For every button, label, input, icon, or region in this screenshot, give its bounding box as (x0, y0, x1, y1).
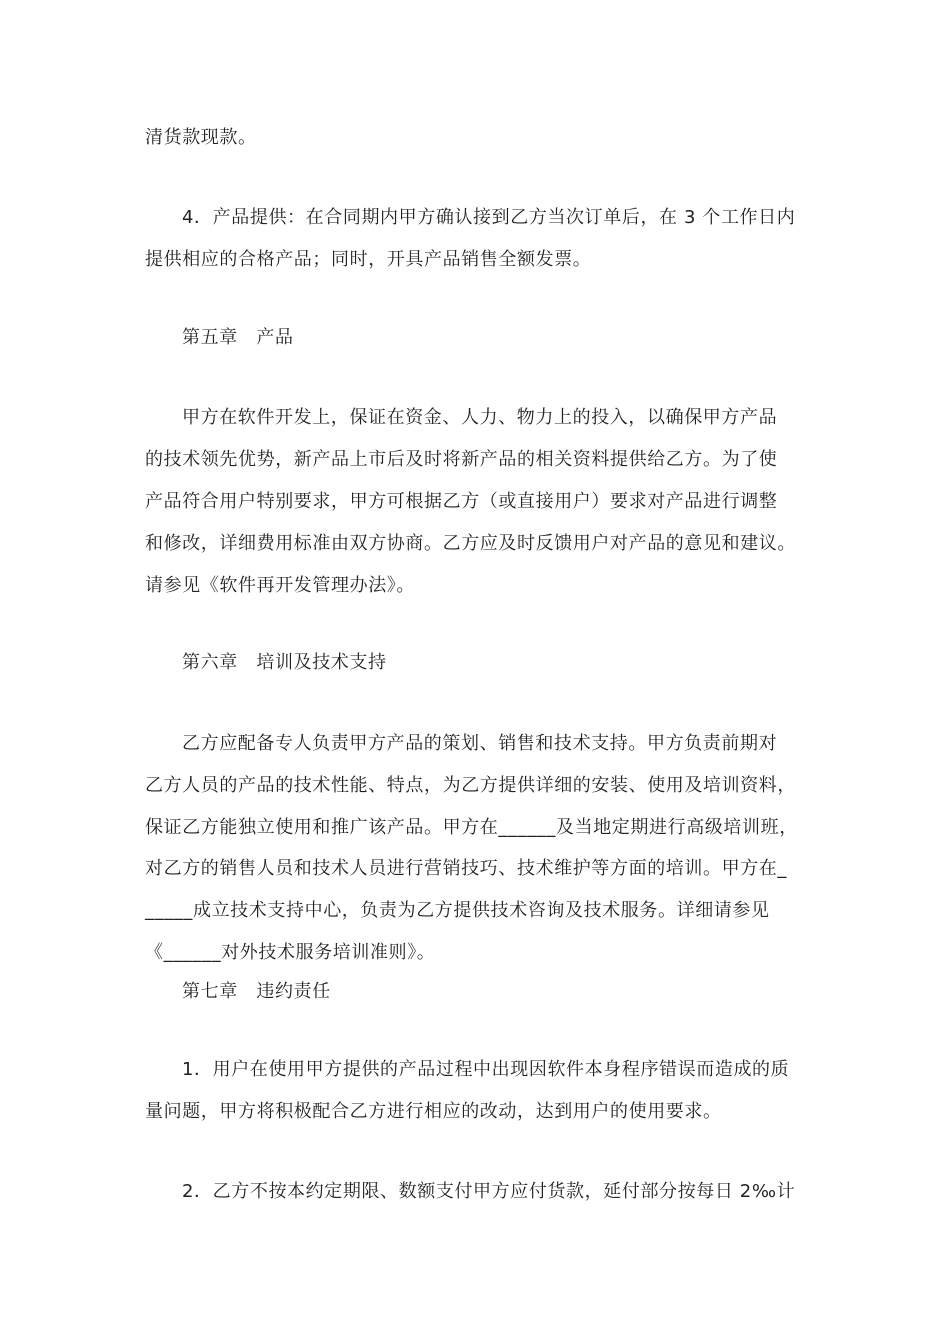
paragraph-line: 保证乙方能独立使用和推广该产品。甲方在______及当地定期进行高级培训班， (145, 817, 798, 838)
paragraph-line: 乙方应配备专人负责甲方产品的策划、销售和技术支持。甲方负责前期对 (182, 733, 778, 754)
paragraph-line: 请参见《软件再开发管理办法》。 (145, 575, 415, 596)
paragraph-line: 产品符合用户特别要求，甲方可根据乙方（或直接用户）要求对产品进行调整 (145, 491, 778, 512)
clause-1-line: 1．用户在使用甲方提供的产品过程中出现因软件本身程序错误而造成的质 (182, 1059, 790, 1080)
chapter-6-heading: 第六章 培训及技术支持 (182, 652, 387, 673)
paragraph-line: 《______对外技术服务培训准则》。 (145, 942, 436, 963)
paragraph-line: 乙方人员的产品的技术性能、特点，为乙方提供详细的安装、使用及培训资料， (145, 775, 796, 796)
chapter-5-heading: 第五章 产品 (182, 327, 294, 348)
paragraph-line: 提供相应的合格产品；同时，开具产品销售全额发票。 (145, 249, 592, 270)
paragraph-line: 的技术领先优势，新产品上市后及时将新产品的相关资料提供给乙方。为了使 (145, 449, 778, 470)
paragraph-line: 甲方在软件开发上，保证在资金、人力、物力上的投入，以确保甲方产品 (182, 407, 778, 428)
paragraph-line: _____成立技术支持中心，负责为乙方提供技术咨询及技术服务。详细请参见 (145, 900, 770, 921)
paragraph-line: 对乙方的销售人员和技术人员进行营销技巧、技术维护等方面的培训。甲方在_ (145, 858, 787, 879)
paragraph-line: 量问题，甲方将积极配合乙方进行相应的改动，达到用户的使用要求。 (145, 1101, 722, 1122)
chapter-7-heading: 第七章 违约责任 (182, 981, 331, 1002)
clause-4-line: 4．产品提供：在合同期内甲方确认接到乙方当次订单后，在 3 个工作日内 (182, 207, 796, 228)
paragraph-line: 清货款现款。 (145, 127, 257, 148)
paragraph-line: 和修改，详细费用标准由双方协商。乙方应及时反馈用户对产品的意见和建议。 (145, 533, 796, 554)
clause-2-line: 2．乙方不按本约定期限、数额支付甲方应付货款，延付部分按每日 2‰计 (182, 1181, 796, 1202)
